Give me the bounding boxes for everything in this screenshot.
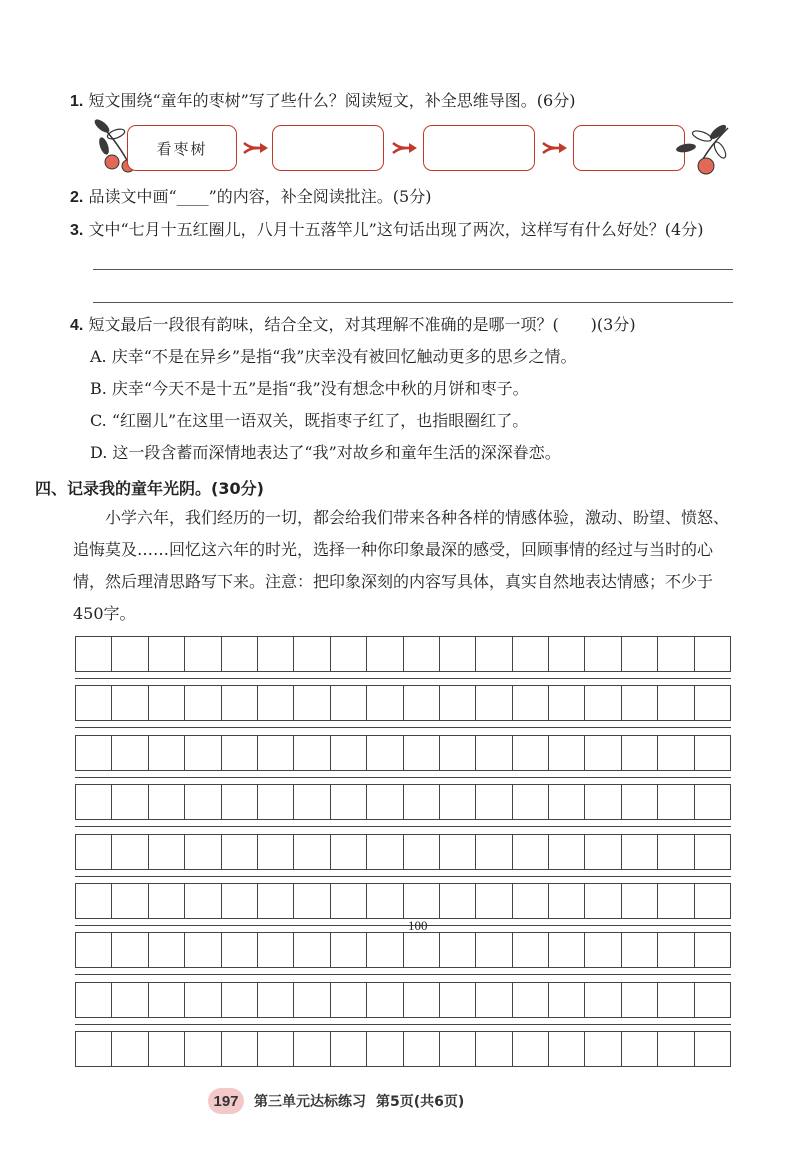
grid-cell[interactable]	[294, 884, 330, 918]
grid-cell[interactable]	[476, 1032, 512, 1066]
grid-cell[interactable]	[440, 736, 476, 770]
grid-cell[interactable]	[476, 785, 512, 819]
grid-cell[interactable]	[294, 1032, 330, 1066]
grid-cell[interactable]	[513, 686, 549, 720]
grid-cell[interactable]	[331, 736, 367, 770]
grid-cell[interactable]	[367, 835, 403, 869]
grid-cell[interactable]	[112, 983, 148, 1017]
grid-cell[interactable]	[404, 933, 440, 967]
question-number: 4.	[70, 317, 84, 334]
grid-cell[interactable]	[149, 736, 185, 770]
grid-cell[interactable]	[658, 785, 694, 819]
section-title: 四、记录我的童年光阴。(30分)	[35, 479, 264, 498]
grid-cell[interactable]	[622, 1032, 658, 1066]
grid-cell[interactable]	[549, 1032, 585, 1066]
mindmap-node-start	[127, 125, 237, 171]
grid-row[interactable]	[75, 883, 731, 919]
arrow-icon	[541, 139, 569, 157]
mindmap-node-blank-1[interactable]	[272, 125, 384, 171]
grid-row[interactable]	[75, 932, 731, 968]
grid-cell[interactable]	[76, 736, 112, 770]
grid-cell[interactable]	[695, 835, 730, 869]
grid-cell[interactable]	[258, 686, 294, 720]
question-text: 文中“七月十五红圈儿，八月十五落竿儿”这句话出现了两次，这样写有什么好处？(4分)	[88, 220, 704, 239]
arrow-icon	[242, 139, 270, 157]
grid-cell[interactable]	[222, 637, 258, 671]
question-text: 短文围绕“童年的枣树”写了些什么？阅读短文，补全思维导图。(6分)	[88, 91, 576, 110]
right-leaf-branch-icon	[672, 120, 732, 178]
grid-cell[interactable]	[185, 785, 221, 819]
grid-cell[interactable]	[331, 1032, 367, 1066]
question-number: 1.	[70, 93, 84, 110]
question-text: 短文最后一段很有韵味，结合全文，对其理解不准确的是哪一项？( )(3分)	[88, 315, 636, 334]
grid-cell[interactable]	[404, 637, 440, 671]
grid-cell[interactable]	[513, 835, 549, 869]
grid-cell[interactable]	[695, 983, 730, 1017]
grid-cell[interactable]	[185, 637, 221, 671]
grid-cell[interactable]	[404, 736, 440, 770]
page-number-badge: 197	[208, 1088, 244, 1114]
grid-row[interactable]	[75, 735, 731, 771]
grid-cell[interactable]	[549, 983, 585, 1017]
grid-cell[interactable]	[622, 637, 658, 671]
grid-cell[interactable]	[294, 933, 330, 967]
grid-cell[interactable]	[695, 1032, 730, 1066]
grid-row[interactable]	[75, 636, 731, 672]
grid-cell[interactable]	[695, 736, 730, 770]
grid-cell[interactable]	[222, 933, 258, 967]
question-2	[70, 186, 431, 209]
grid-cell[interactable]	[294, 637, 330, 671]
grid-cell[interactable]	[367, 983, 403, 1017]
grid-cell[interactable]	[112, 835, 148, 869]
grid-cell[interactable]	[149, 983, 185, 1017]
grid-cell[interactable]	[585, 933, 621, 967]
grid-cell[interactable]	[149, 637, 185, 671]
grid-cell[interactable]	[294, 686, 330, 720]
grid-cell[interactable]	[367, 736, 403, 770]
unit-title: 第三单元达标练习	[254, 1094, 366, 1110]
grid-cell[interactable]	[585, 686, 621, 720]
grid-cell[interactable]	[440, 835, 476, 869]
grid-cell[interactable]	[513, 933, 549, 967]
grid-cell[interactable]	[695, 637, 730, 671]
grid-cell[interactable]	[585, 637, 621, 671]
grid-cell[interactable]	[622, 785, 658, 819]
grid-cell[interactable]	[258, 785, 294, 819]
grid-cell[interactable]	[149, 835, 185, 869]
grid-cell[interactable]	[658, 637, 694, 671]
grid-cell[interactable]	[622, 983, 658, 1017]
grid-cell[interactable]	[222, 983, 258, 1017]
grid-cell[interactable]	[513, 637, 549, 671]
grid-cell[interactable]	[185, 835, 221, 869]
grid-cell[interactable]	[440, 933, 476, 967]
question-3	[70, 219, 703, 242]
question-1	[70, 90, 575, 113]
grid-cell[interactable]	[476, 933, 512, 967]
grid-cell[interactable]	[185, 686, 221, 720]
grid-cell[interactable]	[695, 785, 730, 819]
page-footer	[208, 1088, 464, 1114]
grid-cell[interactable]	[585, 736, 621, 770]
grid-cell[interactable]	[149, 884, 185, 918]
grid-cell[interactable]	[476, 637, 512, 671]
grid-cell[interactable]	[549, 686, 585, 720]
grid-cell[interactable]	[476, 736, 512, 770]
grid-cell[interactable]	[440, 686, 476, 720]
option-d[interactable]: D. 这一段含蓄而深情地表达了“我”对故乡和童年生活的深深眷恋。	[90, 443, 561, 462]
grid-cell[interactable]	[658, 686, 694, 720]
grid-cell[interactable]	[695, 686, 730, 720]
grid-cell[interactable]	[440, 983, 476, 1017]
grid-row[interactable]	[75, 685, 731, 721]
grid-cell[interactable]	[76, 835, 112, 869]
question-4	[70, 314, 636, 337]
mindmap-node-blank-2[interactable]	[423, 125, 535, 171]
answer-line-2[interactable]	[93, 302, 733, 303]
grid-cell[interactable]	[476, 686, 512, 720]
grid-cell[interactable]	[513, 1032, 549, 1066]
grid-cell[interactable]	[367, 637, 403, 671]
grid-cell[interactable]	[149, 933, 185, 967]
grid-cell[interactable]	[585, 785, 621, 819]
grid-gap-line	[75, 678, 731, 679]
grid-cell[interactable]	[331, 785, 367, 819]
grid-cell[interactable]	[149, 1032, 185, 1066]
grid-cell[interactable]	[112, 1032, 148, 1066]
grid-cell[interactable]	[222, 736, 258, 770]
grid-cell[interactable]	[258, 983, 294, 1017]
grid-cell[interactable]	[367, 884, 403, 918]
grid-cell[interactable]	[440, 785, 476, 819]
grid-cell[interactable]	[258, 1032, 294, 1066]
grid-cell[interactable]	[294, 835, 330, 869]
grid-cell[interactable]	[294, 785, 330, 819]
grid-gap-line	[75, 826, 731, 827]
grid-cell[interactable]	[222, 1032, 258, 1066]
grid-cell[interactable]	[513, 884, 549, 918]
grid-cell[interactable]	[367, 1032, 403, 1066]
grid-cell[interactable]	[622, 884, 658, 918]
grid-cell[interactable]	[440, 884, 476, 918]
grid-cell[interactable]	[258, 835, 294, 869]
grid-cell[interactable]	[76, 983, 112, 1017]
grid-cell[interactable]	[658, 983, 694, 1017]
grid-cell[interactable]	[658, 835, 694, 869]
grid-gap-line	[75, 876, 731, 877]
grid-row[interactable]	[75, 1031, 731, 1067]
grid-gap-line	[75, 925, 731, 926]
question-text: 品读文中画“____”的内容，补全阅读批注。(5分)	[88, 187, 432, 206]
grid-cell[interactable]	[513, 785, 549, 819]
grid-cell[interactable]	[185, 933, 221, 967]
question-number: 2.	[70, 189, 84, 206]
grid-cell[interactable]	[294, 736, 330, 770]
grid-cell[interactable]	[367, 686, 403, 720]
grid-cell[interactable]	[549, 933, 585, 967]
grid-row[interactable]	[75, 982, 731, 1018]
grid-cell[interactable]	[513, 736, 549, 770]
grid-cell[interactable]	[585, 835, 621, 869]
grid-cell[interactable]	[76, 686, 112, 720]
grid-cell[interactable]	[222, 686, 258, 720]
grid-cell[interactable]	[622, 933, 658, 967]
grid-cell[interactable]	[76, 884, 112, 918]
grid-cell[interactable]	[258, 884, 294, 918]
grid-cell[interactable]	[367, 785, 403, 819]
grid-cell[interactable]	[331, 884, 367, 918]
grid-cell[interactable]	[440, 1032, 476, 1066]
grid-cell[interactable]	[658, 933, 694, 967]
grid-cell[interactable]	[112, 736, 148, 770]
grid-cell[interactable]	[585, 983, 621, 1017]
grid-cell[interactable]	[622, 736, 658, 770]
grid-cell[interactable]	[112, 884, 148, 918]
grid-cell[interactable]	[658, 1032, 694, 1066]
grid-cell[interactable]	[695, 933, 730, 967]
page-info: 第5页(共6页)	[376, 1094, 465, 1110]
grid-cell[interactable]	[185, 983, 221, 1017]
grid-cell[interactable]	[112, 933, 148, 967]
grid-cell[interactable]	[112, 686, 148, 720]
grid-cell[interactable]	[331, 686, 367, 720]
grid-cell[interactable]	[404, 835, 440, 869]
grid-gap-line	[75, 1024, 731, 1025]
arrow-icon	[391, 139, 419, 157]
mindmap-node-blank-3[interactable]	[573, 125, 685, 171]
grid-cell[interactable]	[222, 785, 258, 819]
grid-cell[interactable]	[404, 983, 440, 1017]
grid-cell[interactable]	[549, 785, 585, 819]
grid-cell[interactable]	[294, 983, 330, 1017]
answer-line-1[interactable]	[93, 269, 733, 270]
grid-cell[interactable]	[222, 884, 258, 918]
grid-cell[interactable]	[476, 884, 512, 918]
grid-cell[interactable]	[404, 884, 440, 918]
grid-gap-line	[75, 974, 731, 975]
grid-cell[interactable]	[585, 884, 621, 918]
grid-cell[interactable]	[367, 933, 403, 967]
grid-cell[interactable]	[622, 835, 658, 869]
word-count-marker: 100	[408, 918, 428, 933]
option-b[interactable]: B. 庆幸“今天不是十五”是指“我”没有想念中秋的月饼和枣子。	[90, 379, 529, 398]
grid-cell[interactable]	[76, 785, 112, 819]
grid-cell[interactable]	[149, 686, 185, 720]
grid-cell[interactable]	[476, 983, 512, 1017]
grid-cell[interactable]	[695, 884, 730, 918]
grid-cell[interactable]	[185, 736, 221, 770]
grid-cell[interactable]	[331, 983, 367, 1017]
grid-cell[interactable]	[658, 884, 694, 918]
grid-cell[interactable]	[76, 933, 112, 967]
grid-cell[interactable]	[658, 736, 694, 770]
grid-cell[interactable]	[331, 933, 367, 967]
grid-cell[interactable]	[258, 736, 294, 770]
grid-cell[interactable]	[549, 736, 585, 770]
grid-cell[interactable]	[185, 1032, 221, 1066]
grid-cell[interactable]	[476, 835, 512, 869]
writing-prompt: 小学六年，我们经历的一切，都会给我们带来各种各样的情感体验，激动、盼望、愤怒、追悔莫及……回忆这六年的时光，选择一种你印象最深的感受，回顾事情的经过与当时的心情，然后理清思路写下来。注意：把印象深刻的内容写具体，真实自然地表达情感；不少于450字。	[73, 508, 730, 623]
grid-cell[interactable]	[513, 983, 549, 1017]
grid-row[interactable]	[75, 834, 731, 870]
mindmap-node-label: 看枣树	[156, 139, 208, 158]
grid-row[interactable]	[75, 784, 731, 820]
grid-cell[interactable]	[331, 835, 367, 869]
question-number: 3.	[70, 222, 84, 239]
grid-cell[interactable]	[112, 637, 148, 671]
grid-cell[interactable]	[258, 637, 294, 671]
grid-cell[interactable]	[404, 686, 440, 720]
grid-cell[interactable]	[258, 933, 294, 967]
grid-cell[interactable]	[440, 637, 476, 671]
grid-cell[interactable]	[549, 884, 585, 918]
grid-cell[interactable]	[149, 785, 185, 819]
option-c[interactable]: C. “红圈儿”在这里一语双关，既指枣子红了，也指眼圈红了。	[90, 411, 529, 430]
grid-cell[interactable]	[549, 637, 585, 671]
grid-cell[interactable]	[404, 785, 440, 819]
grid-cell[interactable]	[331, 637, 367, 671]
grid-cell[interactable]	[76, 1032, 112, 1066]
grid-cell[interactable]	[222, 835, 258, 869]
grid-cell[interactable]	[585, 1032, 621, 1066]
grid-cell[interactable]	[76, 637, 112, 671]
grid-cell[interactable]	[622, 686, 658, 720]
grid-gap-line	[75, 777, 731, 778]
option-a[interactable]: A. 庆幸“不是在异乡”是指“我”庆幸没有被回忆触动更多的思乡之情。	[90, 347, 577, 366]
grid-cell[interactable]	[549, 835, 585, 869]
grid-gap-line	[75, 727, 731, 728]
grid-cell[interactable]	[185, 884, 221, 918]
grid-cell[interactable]	[404, 1032, 440, 1066]
grid-cell[interactable]	[112, 785, 148, 819]
